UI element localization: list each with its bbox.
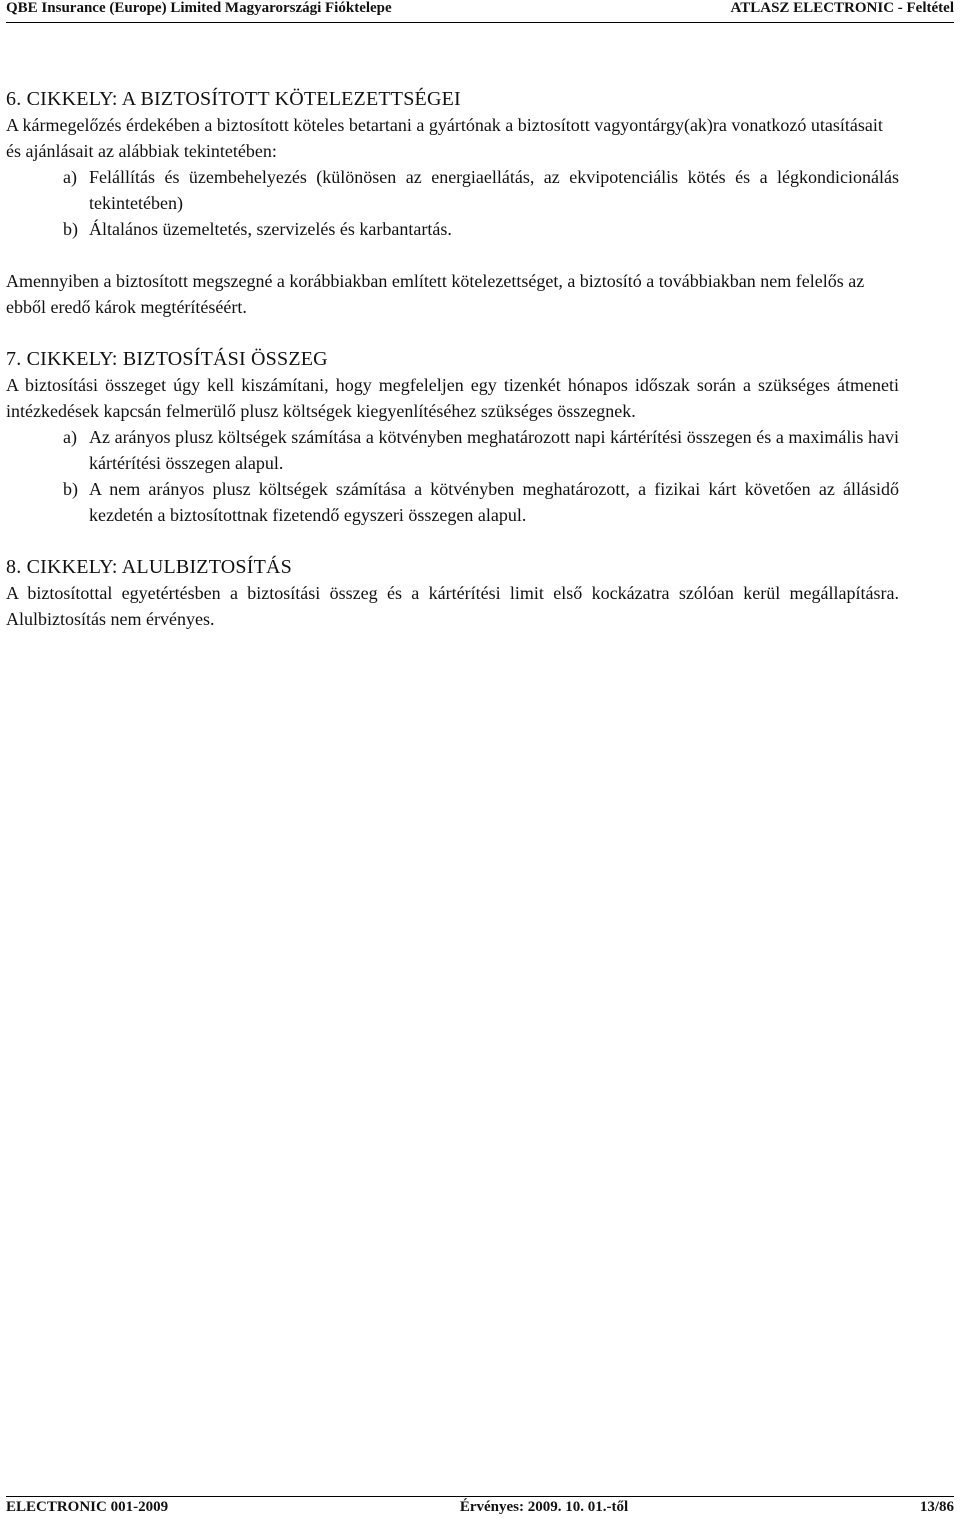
section-7-item-b (6, 476, 899, 528)
section-8 (6, 554, 899, 632)
section-6-item-a (6, 164, 899, 216)
header-company: QBE Insurance (Europe) Limited Magyarországi Fióktelepe (6, 0, 392, 16)
section-6 (6, 86, 899, 320)
item-text: Az arányos plusz költségek számítása a kötvényben meghatározott napi kártérítési összegen és a maximális havi kártérítési összegen alapul. (89, 427, 899, 473)
item-label: b) (63, 479, 78, 499)
page-footer (6, 1496, 954, 1516)
section-7 (6, 346, 899, 528)
page-header (6, 0, 954, 23)
footer-page-number: 13/86 (919, 1499, 954, 1515)
section-6-intro: A kármegelőzés érdekében a biztosított köteles betartani a gyártónak a biztosított vagyontárgy(ak)ra vonatkozó utasításait és ajánlásait az alábbiak tekintetében: (6, 115, 883, 161)
section-6-item-b (6, 216, 899, 242)
footer-document-code: ELECTRONIC 001-2009 (6, 1499, 169, 1515)
footer-valid-from: Érvényes: 2009. 10. 01.-től (459, 1499, 629, 1515)
section-6-title: 6. CIKKELY: A BIZTOSÍTOTT KÖTELEZETTSÉGEI (6, 88, 461, 110)
section-7-title: 7. CIKKELY: BIZTOSÍTÁSI ÖSSZEG (6, 348, 328, 370)
section-8-title: 8. CIKKELY: ALULBIZTOSÍTÁS (6, 556, 292, 578)
item-text: Felállítás és üzembehelyezés (különösen az energiaellátás, az ekvipotenciális kötés és a légkondicionálás tekintetében) (89, 167, 899, 213)
item-label: a) (63, 167, 77, 187)
item-label: b) (63, 219, 78, 239)
section-8-text: A biztosítottal egyetértésben a biztosítási összeg és a kártérítési limit első kockázatra szólóan kerül megállapításra. Alulbiztosítás nem érvényes. (6, 583, 899, 629)
item-label: a) (63, 427, 77, 447)
section-7-item-a (6, 424, 899, 476)
document-body (6, 86, 899, 632)
section-7-intro: A biztosítási összeget úgy kell kiszámítani, hogy megfeleljen egy tizenkét hónapos időszak során a szükséges átmeneti intézkedések kapcsán felmerülő plusz költségek kiegyenlítéséhez szükséges összegnek. (6, 375, 899, 421)
section-6-closing: Amennyiben a biztosított megszegné a korábbiakban említett kötelezettséget, a biztosító a továbbiakban nem felelős az ebből eredő károk megtérítéséért. (6, 271, 865, 317)
item-text: Általános üzemeltetés, szervizelés és karbantartás. (89, 219, 452, 239)
item-text: A nem arányos plusz költségek számítása a kötvényben meghatározott, a fizikai kárt követően az állásidő kezdetén a biztosítottnak fizetendő egyszeri összegen alapul. (89, 479, 899, 525)
header-document-title: ATLASZ ELECTRONIC - Feltétel (730, 0, 954, 16)
